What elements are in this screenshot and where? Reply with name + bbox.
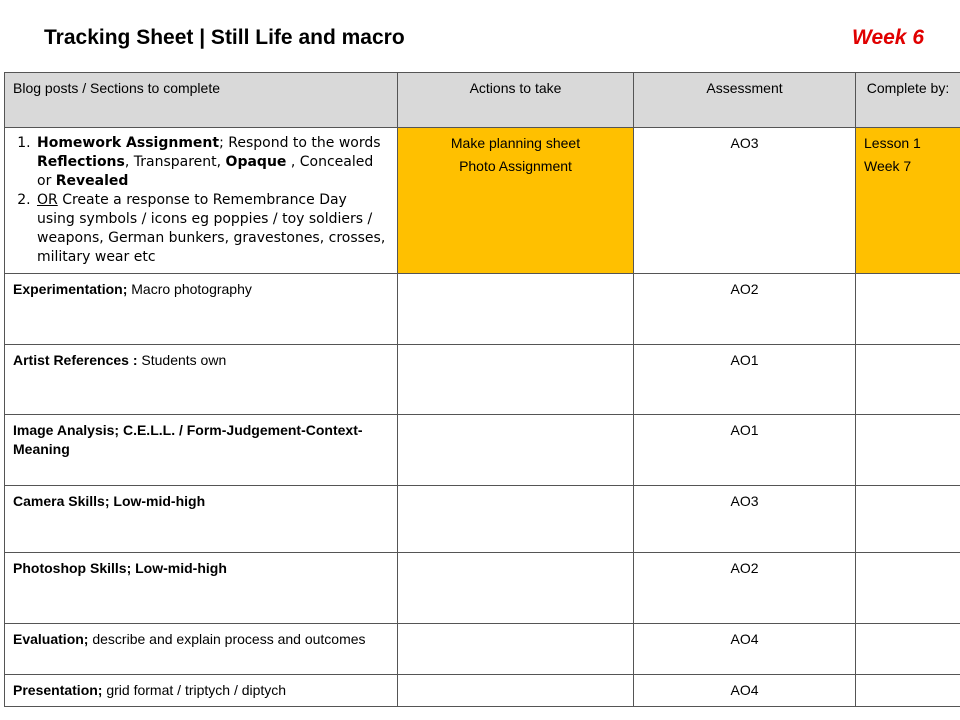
- assessment-cell: AO3: [634, 486, 856, 553]
- assessment-cell: AO1: [634, 415, 856, 486]
- section-cell: Camera Skills; Low-mid-high: [5, 486, 398, 553]
- complete-by-cell: [856, 553, 960, 624]
- complete-by-cell: [856, 415, 960, 486]
- col-header-actions: Actions to take: [398, 73, 634, 128]
- homework-cell: [5, 128, 398, 274]
- col-header-assessment: Assessment: [634, 73, 856, 128]
- table-header-row: [5, 73, 960, 128]
- table-row: [5, 274, 960, 345]
- table-row: [5, 128, 960, 274]
- homework-item-1: 1. Homework Assignment; Respond to the words Reflections, Transparent, Opaque , Concealed or Revealed: [35, 134, 389, 191]
- actions-cell: [398, 553, 634, 624]
- actions-cell: [398, 675, 634, 707]
- assessment-cell: AO2: [634, 274, 856, 345]
- table-row: [5, 415, 960, 486]
- page-title: Tracking Sheet | Still Life and macro: [44, 26, 405, 49]
- actions-cell: [398, 415, 634, 486]
- table-row: [5, 675, 960, 707]
- assessment-cell: AO3: [634, 128, 856, 274]
- complete-by-cell: [856, 624, 960, 675]
- table-row: [5, 345, 960, 415]
- col-header-complete: Complete by:: [856, 73, 960, 128]
- section-cell: Presentation; grid format / triptych / diptych: [5, 675, 398, 707]
- complete-by-cell: Lesson 1 Week 7: [856, 128, 960, 274]
- week-label: Week 6: [852, 26, 924, 49]
- section-cell: Photoshop Skills; Low-mid-high: [5, 553, 398, 624]
- table-row: [5, 624, 960, 675]
- assessment-cell: AO4: [634, 624, 856, 675]
- actions-cell: [398, 274, 634, 345]
- complete-by-cell: [856, 274, 960, 345]
- complete-by-cell: [856, 486, 960, 553]
- action-planning-sheet: Make planning sheet: [450, 135, 581, 151]
- complete-by-cell: [856, 345, 960, 415]
- actions-cell: [398, 624, 634, 675]
- actions-cell: [398, 345, 634, 415]
- assessment-cell: AO1: [634, 345, 856, 415]
- section-cell: Image Analysis; C.E.L.L. / Form-Judgement-Context-Meaning: [5, 415, 398, 486]
- actions-cell: [398, 486, 634, 553]
- action-photo-assignment: Photo Assignment: [459, 158, 572, 174]
- table-row: [5, 486, 960, 553]
- col-header-sections: Blog posts / Sections to complete: [5, 73, 398, 128]
- tracking-table: [4, 72, 960, 707]
- assessment-cell: AO4: [634, 675, 856, 707]
- actions-cell: [398, 128, 634, 274]
- homework-list: [13, 134, 389, 267]
- table-row: [5, 553, 960, 624]
- section-cell: Evaluation; describe and explain process and outcomes: [5, 624, 398, 675]
- section-cell: Experimentation; Macro photography: [5, 274, 398, 345]
- assessment-cell: AO2: [634, 553, 856, 624]
- complete-by-cell: [856, 675, 960, 707]
- section-cell: Artist References : Students own: [5, 345, 398, 415]
- homework-item-2: 2. OR Create a response to Remembrance Day using symbols / icons eg poppies / toy soldiers / weapons, German bunkers, gravestones, crosses, military wear etc: [35, 191, 389, 267]
